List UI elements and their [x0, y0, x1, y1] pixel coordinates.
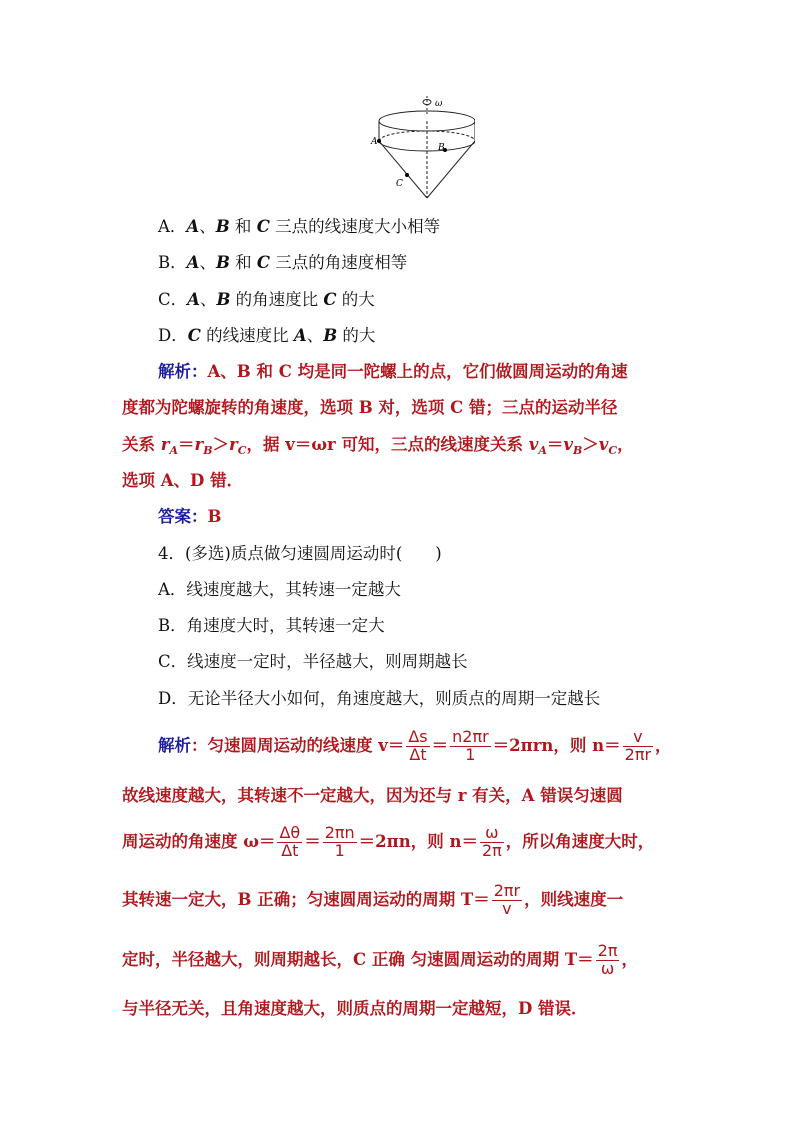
q4-analysis-line-2: 故线速度越大，其转速不一定越大，因为还与 r 有关，A 错误匀速圆 — [122, 786, 623, 805]
q3-option-d: D．C 的线速度比 A、B 的大 — [158, 326, 376, 345]
label-c: C — [396, 179, 403, 189]
q4-analysis-line-4: 其转速一定大，B 正确；匀速圆周运动的周期 T＝ $\frac{2\pi r}{v}$ ，则线速度一 — [122, 881, 624, 918]
q3-analysis-line-2: 度都为陀螺旋转的角速度，选项 B 对，选项 C 错；三点的运动半径 — [122, 398, 618, 417]
q4-title: 4．(多选)质点做匀速圆周运动时( ) — [158, 544, 442, 563]
point-a — [377, 139, 381, 143]
label-a: A — [371, 137, 378, 147]
q4-option-d: D．无论半径大小如何，角速度越大，则质点的周期一定越长 — [158, 689, 601, 708]
q3-analysis-line-3: 关系 $r_A=r_B>r_C$，据 v＝ωr 可知，三点的线速度关系 $v_A=v_B>v_C$， — [122, 435, 634, 457]
point-c — [405, 173, 409, 177]
q3-analysis-line-1: 解析：A、B 和 C 均是同一陀螺上的点，它们做圆周运动的角速 — [158, 362, 628, 381]
omega-label: ω — [435, 99, 443, 109]
q3-option-a: A．A、B 和 C 三点的线速度大小相等 — [158, 217, 441, 236]
q3-analysis-line-4: 选项 A、D 错． — [122, 471, 244, 490]
q3-option-b: B．A、B 和 C 三点的角速度相等 — [158, 253, 408, 272]
q4-analysis-line-3: 周运动的角速度 ω＝ $\frac{\Delta\theta}{\Delta t}$ ＝ $\frac{2\pi n}{1}$ ＝2πn，则 n＝ $\frac{\omega}{2\pi}$ ，所以角速度大时， — [122, 823, 655, 860]
q4-option-a: A．线速度越大，其转速一定越大 — [158, 580, 401, 599]
spinning-top-figure — [365, 93, 475, 203]
q4-option-c: C．线速度一定时，半径越大，则周期越长 — [158, 652, 468, 671]
q3-option-c: C．A、B 的角速度比 C 的大 — [158, 290, 375, 309]
label-b: B — [438, 143, 445, 153]
q4-analysis-line-1: 解析：匀速圆周运动的线速度 v＝ $\frac{\Delta s}{\Delta t}$ ＝ $\frac{n2\pi r}{1}$ ＝2πrn，则 n＝ $\frac{v}{2\pi r}$ ， — [158, 727, 672, 764]
q4-option-b: B．角速度大时，其转速一定大 — [158, 616, 385, 635]
q3-answer: 答案：B — [158, 507, 222, 526]
q4-analysis-line-6: 与半径无关，且角速度越大，则质点的周期一定越短，D 错误． — [122, 999, 588, 1018]
q4-analysis-line-5: 定时，半径越大，则周期越长，C 正确 匀速圆周运动的周期 T＝ $\frac{2\pi}{\omega}$ ， — [122, 941, 638, 978]
